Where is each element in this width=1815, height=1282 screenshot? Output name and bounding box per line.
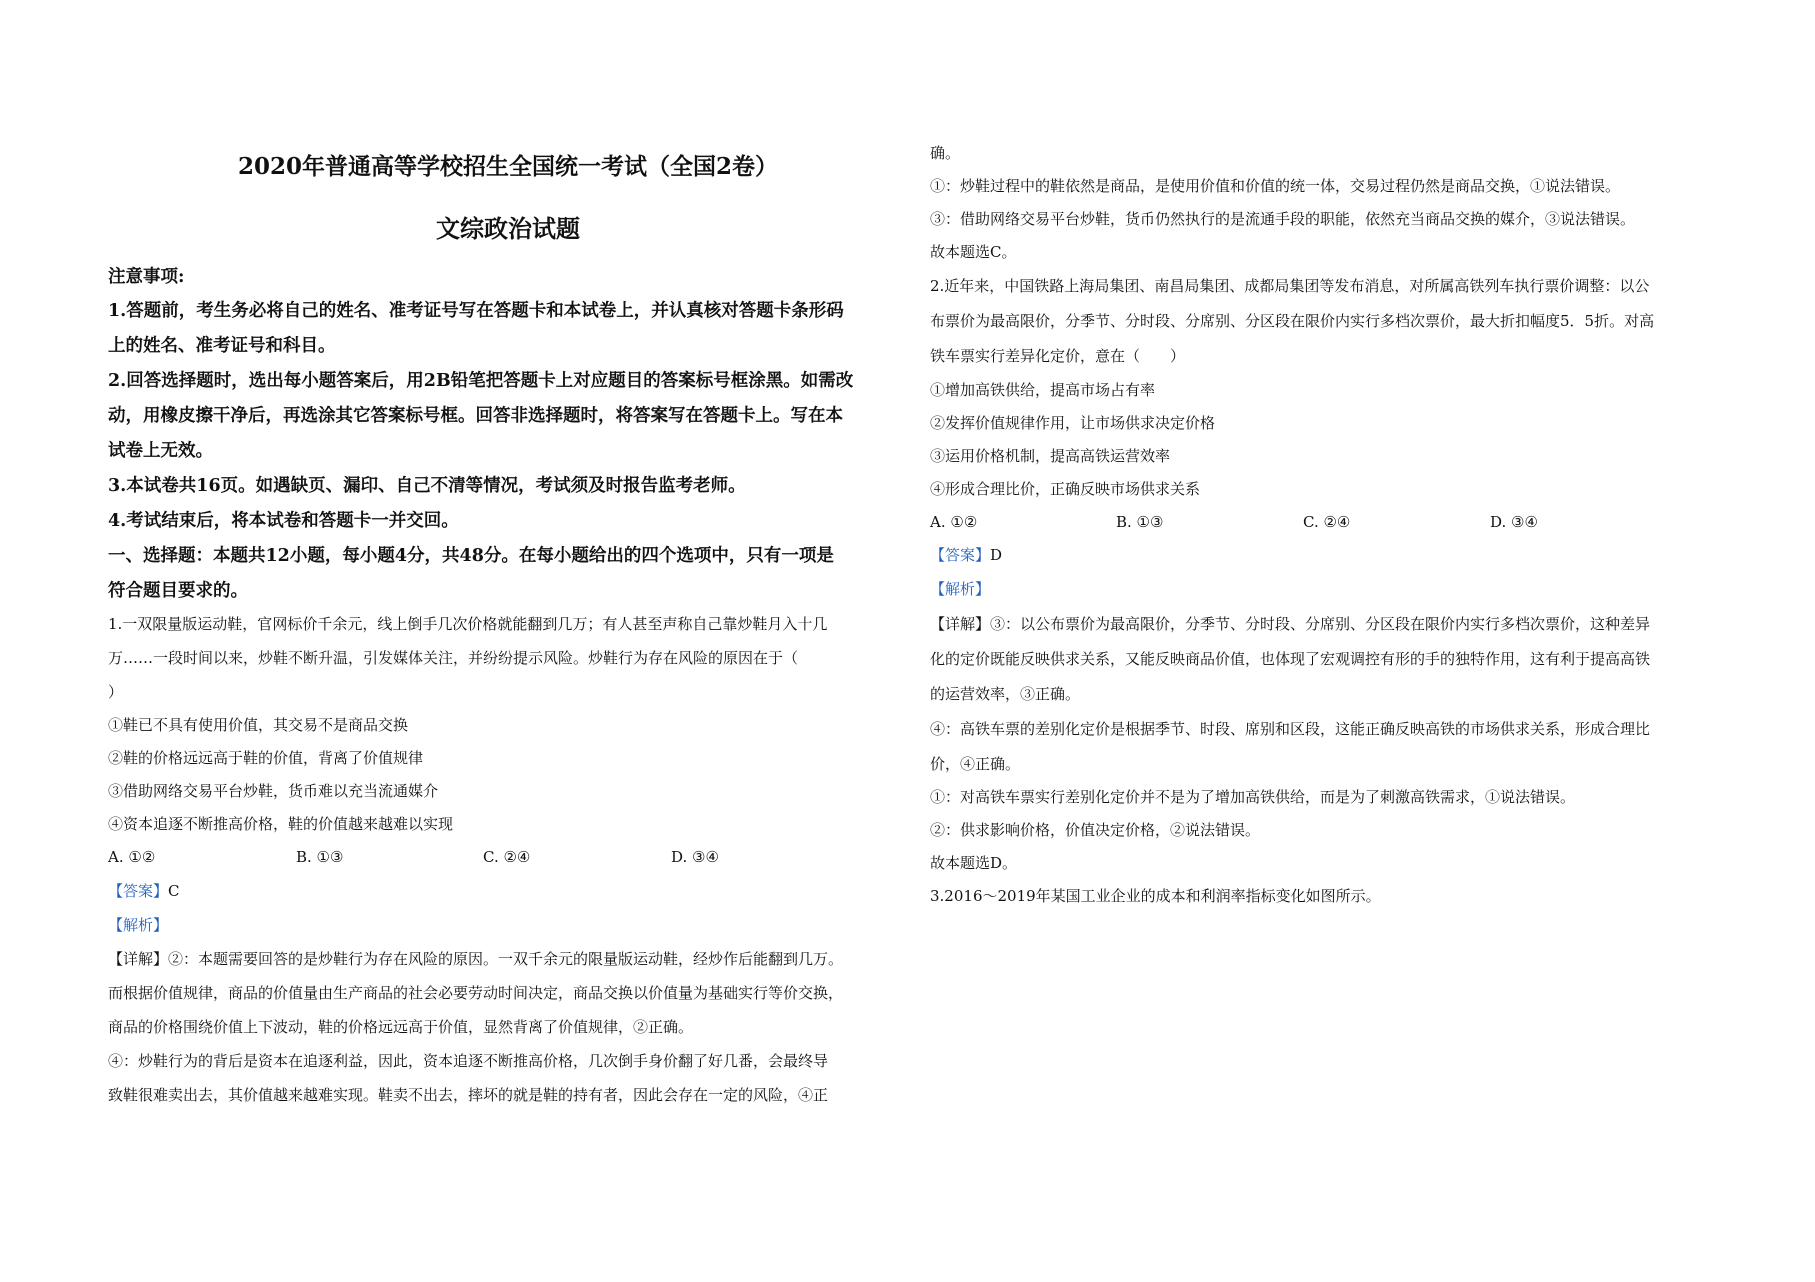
q2-detail — [930, 614, 1650, 634]
notice-line: 上的姓名、准考证号和科目。 — [108, 336, 336, 356]
notice-line: 1.答题前，考生务必将自己的姓名、准考证号写在答题卡和本试卷上，并认真核对答题卡条形码 — [108, 301, 844, 321]
exam-subtitle: 文综政治试题 — [436, 214, 580, 243]
q2-detail: ①：对高铁车票实行差别化定价并不是为了增加高铁供给，而是为了刺激高铁需求，①说法错误。 — [930, 788, 1576, 806]
answer-tag: 【答案】 — [108, 882, 169, 900]
section-heading: 符合题目要求的。 — [108, 581, 248, 601]
q1-option-b: B. ①③ — [296, 848, 344, 866]
q1-detail: ④：炒鞋行为的背后是资本在追逐利益，因此，资本追逐不断推高价格，几次倒手身价翻了好几番，会最终导 — [108, 1052, 829, 1070]
q1-item: ③借助网络交易平台炒鞋，货币难以充当流通媒介 — [108, 782, 439, 800]
q1-option-a: A. ①② — [108, 848, 156, 866]
q2-conclusion: 故本题选D。 — [930, 854, 1018, 872]
q1-conclusion: 故本题选C。 — [930, 243, 1017, 261]
q1-item: ②鞋的价格远远高于鞋的价值，背离了价值规律 — [108, 749, 424, 767]
q2-detail: 化的定价既能反映供求关系，又能反映商品价值，也体现了宏观调控有形的手的独特作用，这有利于提高高铁 — [930, 650, 1651, 668]
answer-value: C — [168, 882, 180, 900]
q1-stem: 1.一双限量版运动鞋，官网标价千余元，线上倒手几次价格就能翻到几万；有人甚至声称自己靠炒鞋月入十几 — [108, 615, 828, 633]
notice-line: 4.考试结束后，将本试卷和答题卡一并交回。 — [108, 511, 459, 531]
q2-item: ①增加高铁供给，提高市场占有率 — [930, 381, 1156, 399]
q1-detail-cont: ③：借助网络交易平台炒鞋，货币仍然执行的是流通手段的职能，依然充当商品交换的媒介，③说法错误。 — [930, 210, 1636, 228]
q1-analysis-tag: 【解析】 — [108, 916, 169, 934]
detail-text: ②：本题需要回答的是炒鞋行为存在风险的原因。一双千余元的限量版运动鞋，经炒作后能翻到几万。 — [168, 950, 844, 968]
q1-item: ①鞋已不具有使用价值，其交易不是商品交换 — [108, 716, 409, 734]
q2-detail: 价，④正确。 — [930, 755, 1021, 773]
notice-line: 动，用橡皮擦干净后，再选涂其它答案标号框。回答非选择题时，将答案写在答题卡上。写在本 — [108, 406, 843, 426]
q1-detail — [108, 949, 843, 969]
notice-heading: 注意事项: — [108, 267, 185, 287]
q1-option-c: C. ②④ — [483, 848, 531, 866]
q1-stem: ） — [108, 683, 124, 701]
detail-text: ③：以公布票价为最高限价，分季节、分时段、分席别、分区段在限价内实行多档次票价，这种差异 — [990, 615, 1651, 633]
notice-line: 3.本试卷共16页。如遇缺页、漏印、自己不清等情况，考试须及时报告监考老师。 — [108, 476, 746, 496]
section-heading: 一、选择题：本题共12小题，每小题4分，共48分。在每小题给出的四个选项中，只有一项是 — [108, 546, 834, 566]
detail-tag: 【详解】 — [108, 950, 169, 968]
q1-detail: 商品的价格围绕价值上下波动，鞋的价格远远高于价值，显然背离了价值规律，②正确。 — [108, 1018, 694, 1036]
q1-answer — [108, 881, 180, 901]
q2-detail: ④：高铁车票的差别化定价是根据季节、时段、席别和区段，这能正确反映高铁的市场供求关系，形成合理比 — [930, 720, 1651, 738]
q1-detail-cont: 确。 — [930, 144, 961, 162]
q2-answer — [930, 545, 1002, 565]
q2-option-b: B. ①③ — [1116, 513, 1164, 531]
q2-option-d: D. ③④ — [1490, 513, 1538, 531]
q2-analysis-tag: 【解析】 — [930, 580, 991, 598]
q2-stem: 铁车票实行差异化定价，意在（ ） — [930, 347, 1186, 365]
q2-item: ④形成合理比价，正确反映市场供求关系 — [930, 480, 1201, 498]
answer-tag: 【答案】 — [930, 546, 991, 564]
q2-detail: ②：供求影响价格，价值决定价格，②说法错误。 — [930, 821, 1261, 839]
q1-item: ④资本追逐不断推高价格，鞋的价值越来越难以实现 — [108, 815, 454, 833]
q1-detail-cont: ①：炒鞋过程中的鞋依然是商品，是使用价值和价值的统一体，交易过程仍然是商品交换，①说法错误。 — [930, 177, 1621, 195]
q2-detail: 的运营效率，③正确。 — [930, 685, 1081, 703]
answer-value: D — [990, 546, 1003, 564]
exam-title: 2020年普通高等学校招生全国统一考试（全国2卷） — [237, 153, 779, 180]
q2-item: ②发挥价值规律作用，让市场供求决定价格 — [930, 414, 1216, 432]
notice-line: 2.回答选择题时，选出每小题答案后，用2B铅笔把答题卡上对应题目的答案标号框涂黑。如需改 — [108, 371, 854, 391]
notice-line: 试卷上无效。 — [108, 441, 213, 461]
q1-option-d: D. ③④ — [671, 848, 719, 866]
q2-option-c: C. ②④ — [1303, 513, 1351, 531]
q1-stem: 万……一段时间以来，炒鞋不断升温，引发媒体关注，并纷纷提示风险。炒鞋行为存在风险的原因在于（ — [108, 649, 799, 667]
q2-option-a: A. ①② — [930, 513, 978, 531]
q3-stem: 3.2016～2019年某国工业企业的成本和利润率指标变化如图所示。 — [930, 887, 1381, 905]
detail-tag: 【详解】 — [930, 615, 991, 633]
q2-stem: 2.近年来，中国铁路上海局集团、南昌局集团、成都局集团等发布消息，对所属高铁列车执行票价调整：以公 — [930, 277, 1650, 295]
q2-item: ③运用价格机制，提高高铁运营效率 — [930, 447, 1171, 465]
q1-detail: 而根据价值规律，商品的价值量由生产商品的社会必要劳动时间决定，商品交换以价值量为基础实行等价交换， — [108, 984, 844, 1002]
q1-detail: 致鞋很难卖出去，其价值越来越难实现。鞋卖不出去，摔坏的就是鞋的持有者，因此会存在一定的风险，④正 — [108, 1086, 829, 1104]
q2-stem: 布票价为最高限价，分季节、分时段、分席别、分区段在限价内实行多档次票价，最大折扣幅度5．5折。对高 — [930, 312, 1655, 330]
